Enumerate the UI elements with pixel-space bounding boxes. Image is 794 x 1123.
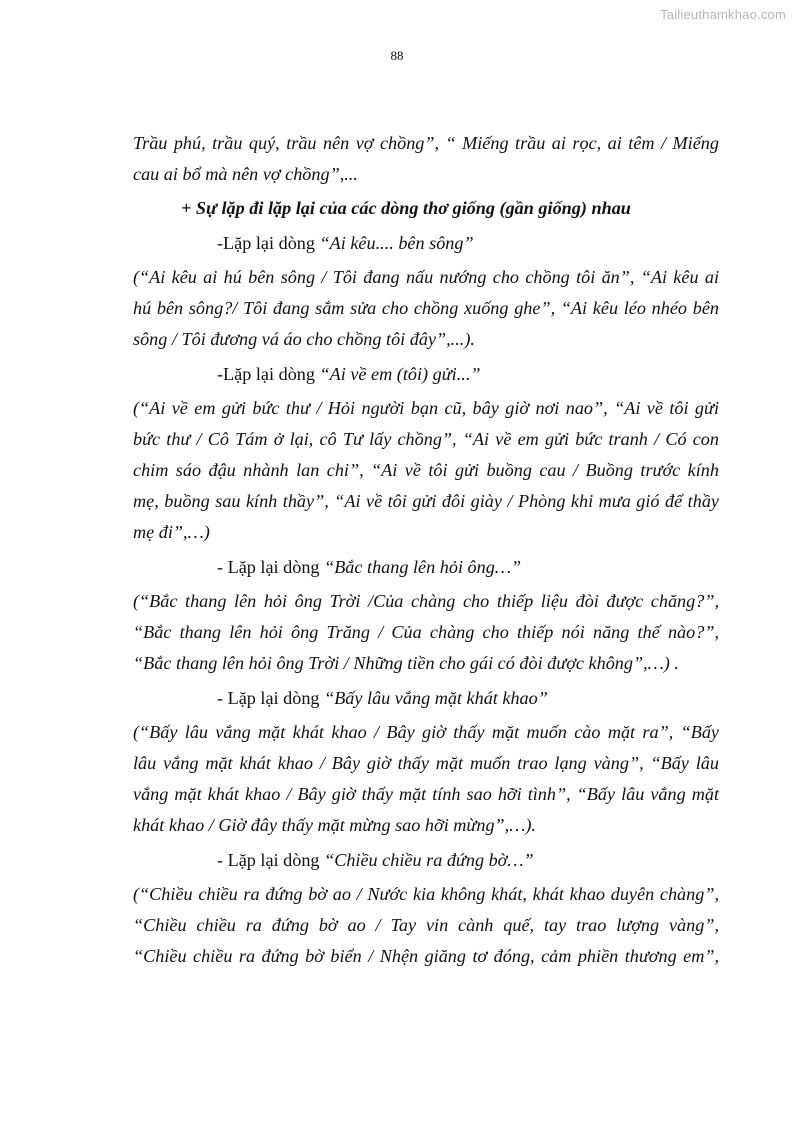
verse-line: lâu vắng mặt khát khao / Bây giờ thấy mặt muốn trao lạng vàng”, “Bấy lâu <box>133 753 719 773</box>
verse-line: (“Ai về em gửi bức thư / Hỏi người bạn cũ, bây giờ nơi nao”, “Ai về tôi gửi <box>133 398 719 418</box>
verse-line: mẹ đi”,…) <box>133 522 210 542</box>
label-quote: “Ai kêu.... bên sông” <box>319 233 474 253</box>
verse-line: “Chiều chiều ra đứng bờ ao / Tay vin cành quế, tay trao lượng vàng”, <box>133 915 719 935</box>
document-body <box>133 128 719 972</box>
label-prefix: - Lặp lại dòng <box>217 688 325 708</box>
intro-line: Trầu phú, trầu quý, trầu nên vợ chồng”, “ Miếng trầu ai rọc, ai têm / Miếng <box>133 133 719 153</box>
label-quote: “Ai về em (tôi) gửi...” <box>319 364 481 384</box>
verse-line: (“Ai kêu ai hú bên sông / Tôi đang nấu nướng cho chồng tôi ăn”, “Ai kêu ai <box>133 267 719 287</box>
verse-line: “Bắc thang lên hỏi ông Trời / Những tiền cho gái có đòi được không”,…) . <box>133 653 679 673</box>
section-heading: + Sự lặp đi lặp lại của các dòng thơ giống (gần giống) nhau <box>181 198 631 218</box>
verse-line: mẹ, buồng sau kính thầy”, “Ai về tôi gửi đôi giày / Phòng khi mưa gió để thầy <box>133 491 719 511</box>
repeat-label <box>217 552 719 583</box>
verse-line: “Bắc thang lên hỏi ông Trăng / Của chàng cho thiếp nói năng thế nào?”, <box>133 622 719 642</box>
label-prefix: - Lặp lại dòng <box>217 557 325 577</box>
page-number: 88 <box>390 48 404 63</box>
verse-line: (“Bấy lâu vắng mặt khát khao / Bây giờ thấy mặt muốn cào mặt ra”, “Bấy <box>133 722 719 742</box>
repeat-label <box>217 845 719 876</box>
verse-line: “Chiều chiều ra đứng bờ biển / Nhện giăng tơ đóng, cảm phiền thương em”, <box>133 946 719 966</box>
verse-line: vắng mặt khát khao / Bây giờ thấy mặt tính sao hỡi tình”, “Bấy lâu vắng mặt <box>133 784 719 804</box>
verse-line: (“Bắc thang lên hỏi ông Trời /Của chàng cho thiếp liệu đòi được chăng?”, <box>133 591 719 611</box>
label-quote: “Bấy lâu vắng mặt khát khao” <box>324 688 548 708</box>
intro-line: cau ai bổ mà nên vợ chồng”,... <box>133 164 358 184</box>
verse-line: sông / Tôi đương vá áo cho chồng tôi đây”,...). <box>133 329 475 349</box>
label-prefix: - Lặp lại dòng <box>217 850 325 870</box>
label-prefix: -Lặp lại dòng <box>217 233 320 253</box>
verse-line: bức thư / Cô Tám ở lại, cô Tư lấy chồng”, “Ai về em gửi bức tranh / Có con <box>133 429 719 449</box>
label-quote: “Bắc thang lên hỏi ông…” <box>324 557 522 577</box>
repeat-label <box>217 228 719 259</box>
verse-line: hú bên sông?/ Tôi đang sắm sửa cho chồng xuống ghe”, “Ai kêu léo nhéo bên <box>133 298 719 318</box>
repeat-label <box>217 683 719 714</box>
label-prefix: -Lặp lại dòng <box>217 364 320 384</box>
verse-line: khát khao / Giờ đây thấy mặt mừng sao hỡi mừng”,…). <box>133 815 536 835</box>
verse-line: (“Chiều chiều ra đứng bờ ao / Nước kia không khát, khát khao duyên chàng”, <box>133 884 719 904</box>
watermark: Tailieuthamkhao.com <box>660 7 786 22</box>
label-quote: “Chiều chiều ra đứng bờ…” <box>324 850 534 870</box>
verse-line: chim sáo đậu nhành lan chi”, “Ai về tôi gửi buồng cau / Buồng trước kính <box>133 460 719 480</box>
repeat-label <box>217 359 719 390</box>
